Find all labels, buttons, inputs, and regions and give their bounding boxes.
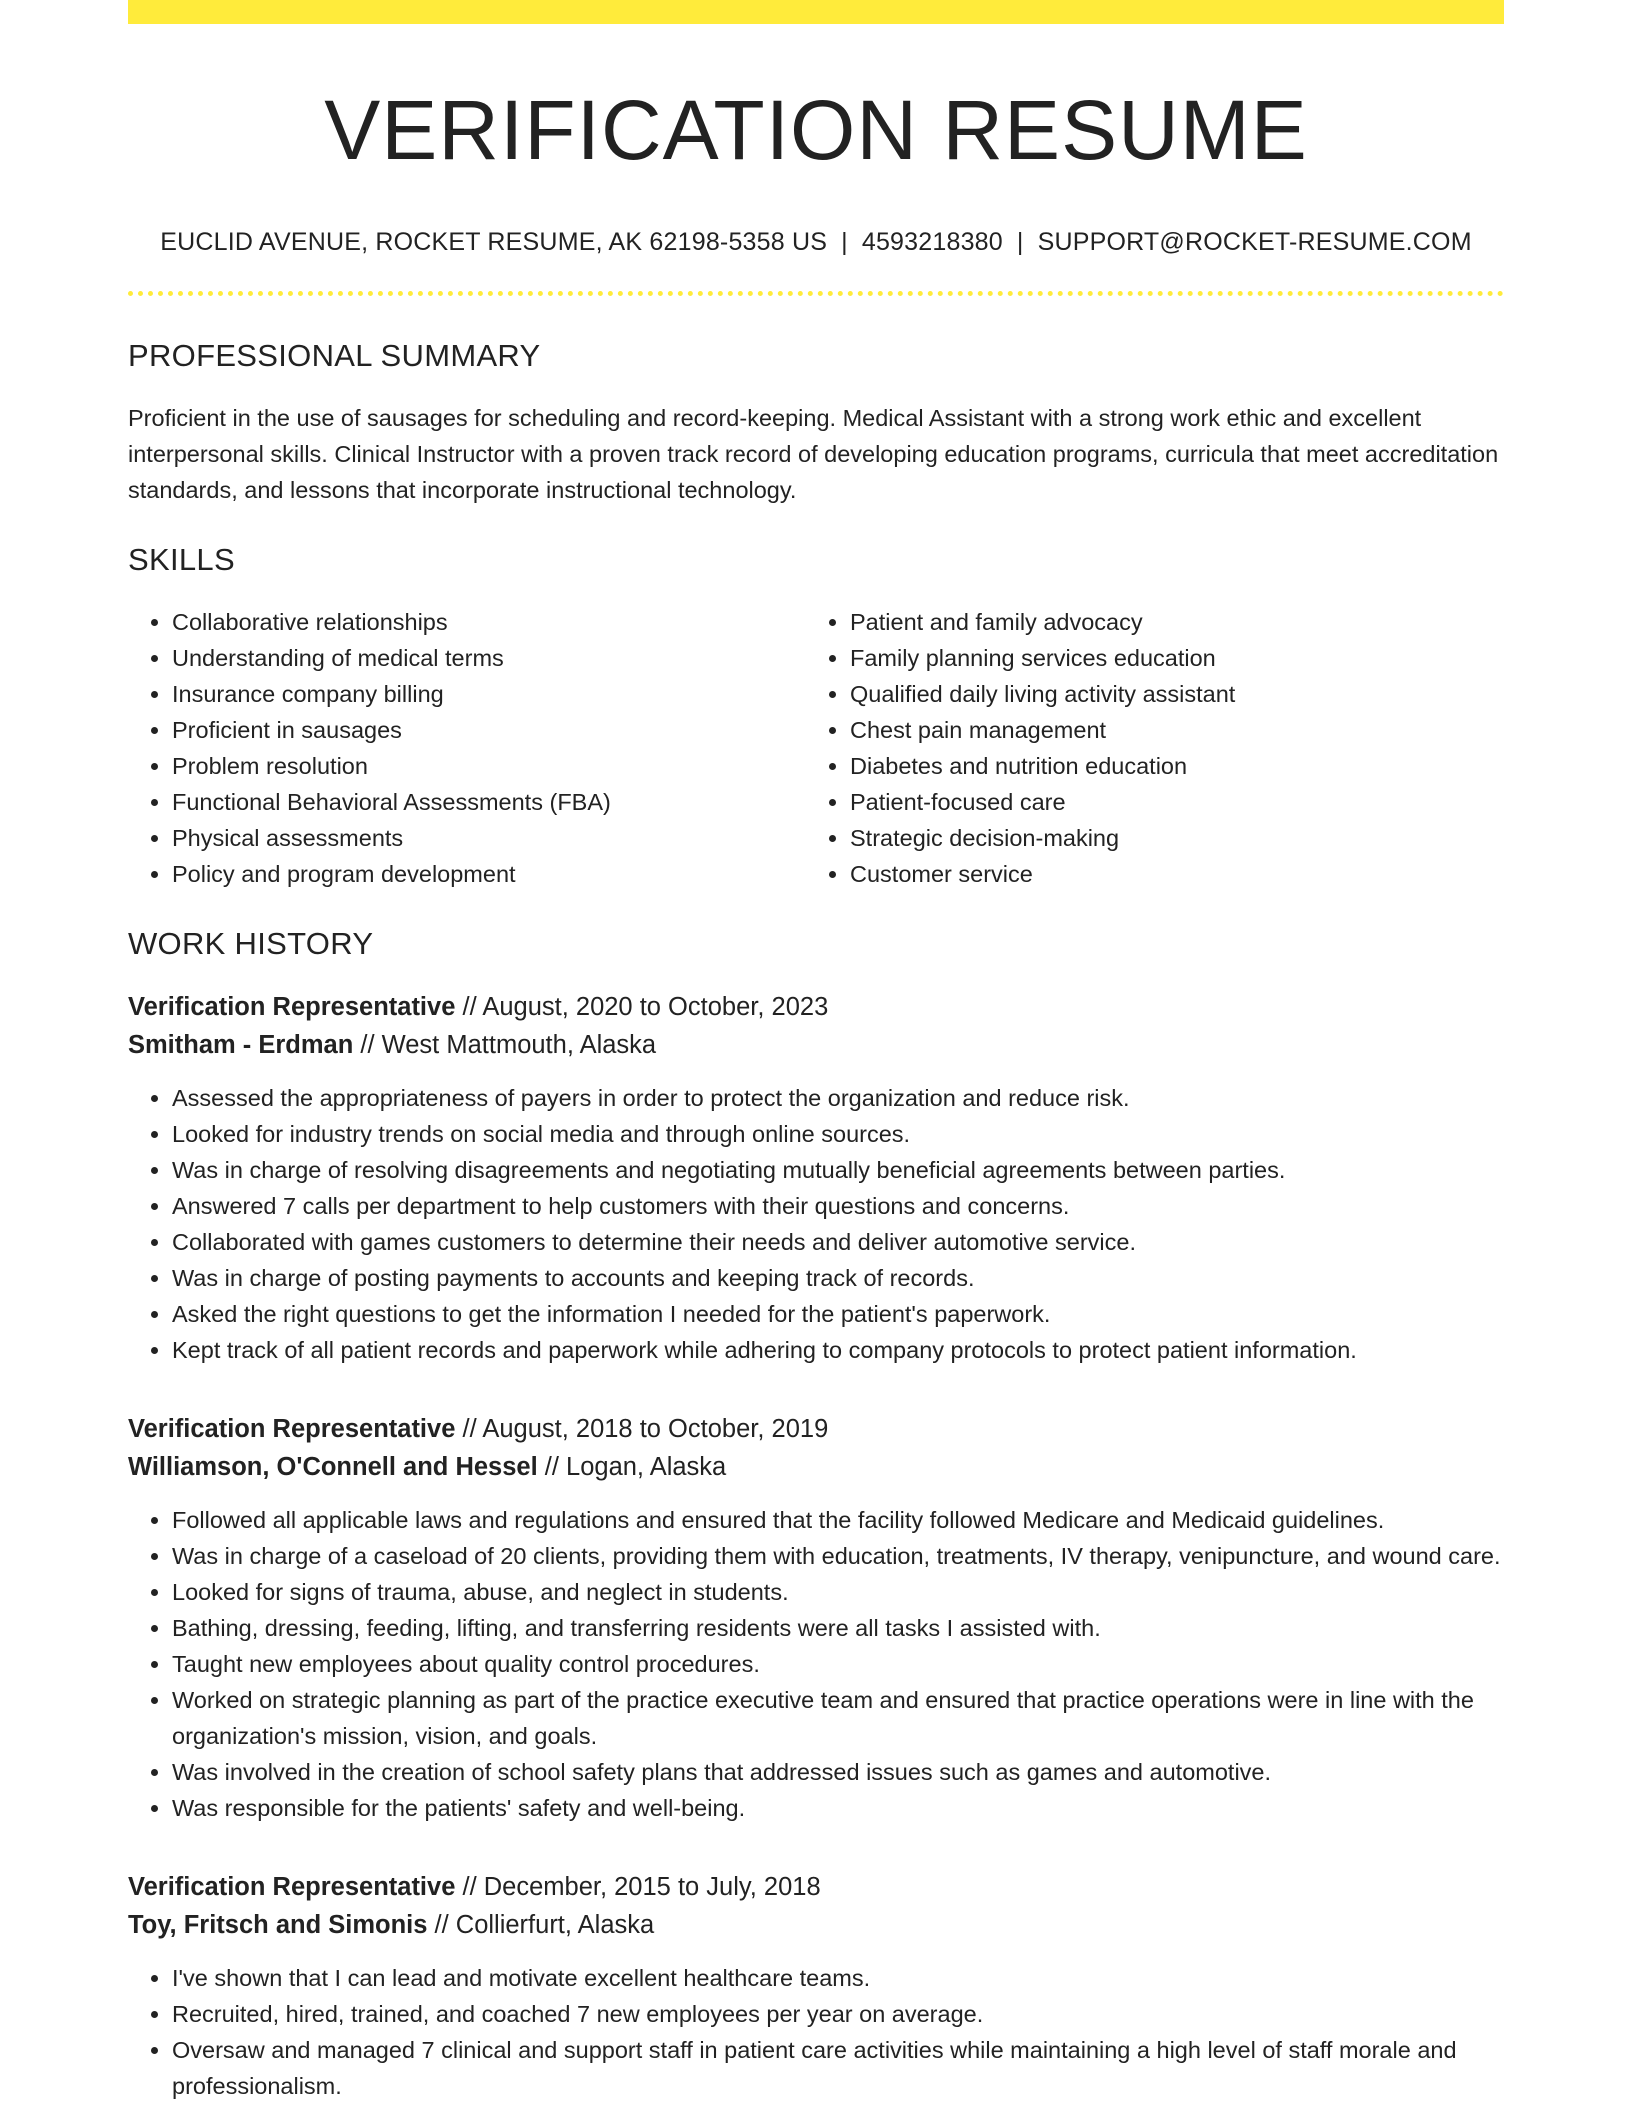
skill-item: • Qualified daily living activity assistant xyxy=(850,676,1484,712)
job-bullet: • Collaborated with games customers to determine their needs and deliver automotive service. xyxy=(172,1224,1504,1260)
job-bullet: • Kept track of all patient records and paperwork while adhering to company protocols to protect patient information. xyxy=(172,1332,1504,1368)
job-company-line xyxy=(128,1026,1504,1064)
job-title-line xyxy=(128,1410,1504,1448)
summary-title: PROFESSIONAL SUMMARY xyxy=(128,338,541,374)
contact-address: EUCLID AVENUE, ROCKET RESUME, AK 62198-5358 US xyxy=(160,228,828,257)
job-bullet: • I've shown that I can lead and motivate excellent healthcare teams. xyxy=(172,1960,1504,1996)
job-company: Williamson, O'Connell and Hessel xyxy=(128,1453,538,1482)
job-location: // West Mattmouth, Alaska xyxy=(360,1031,657,1060)
skill-item: • Patient-focused care xyxy=(850,784,1484,820)
job-bullet: • Asked the right questions to get the information I needed for the patient's paperwork. xyxy=(172,1296,1504,1332)
job-bullet: • Assessed the appropriateness of payers in order to protect the organization and reduce risk. xyxy=(172,1080,1504,1116)
job-bullet: • Was in charge of resolving disagreements and negotiating mutually beneficial agreements between parties. xyxy=(172,1152,1504,1188)
skill-item: • Strategic decision-making xyxy=(850,820,1484,856)
contact-separator: | xyxy=(841,228,848,257)
job-bullet: • Taught new employees about quality control procedures. xyxy=(172,1646,1504,1682)
job-bullet: • Answered 7 calls per department to help customers with their questions and concerns. xyxy=(172,1188,1504,1224)
contact-email: SUPPORT@ROCKET-RESUME.COM xyxy=(1037,228,1472,257)
summary-text: Proficient in the use of sausages for scheduling and record-keeping. Medical Assistant with a strong work ethic and excellent interpersonal skills. Clinical Instructor with a proven track record of developing education programs, curricula that meet accreditation standards, and lessons that incorporate instructional technology. xyxy=(128,405,1499,504)
job-company-line xyxy=(128,1906,1504,1944)
job-role: Verification Representative xyxy=(128,1415,456,1444)
contact-line xyxy=(128,228,1504,257)
skill-item: • Functional Behavioral Assessments (FBA) xyxy=(172,784,806,820)
skill-item: • Insurance company billing xyxy=(172,676,806,712)
contact-phone: 4593218380 xyxy=(861,228,1003,257)
skill-item: • Diabetes and nutrition education xyxy=(850,748,1484,784)
skill-item: • Chest pain management xyxy=(850,712,1484,748)
job-bullets xyxy=(128,1960,1504,2104)
job-title-line xyxy=(128,1868,1504,1906)
job-role: Verification Representative xyxy=(128,1873,456,1902)
job-dates: // August, 2020 to October, 2023 xyxy=(462,993,829,1022)
skill-item: • Understanding of medical terms xyxy=(172,640,806,676)
job-role: Verification Representative xyxy=(128,993,456,1022)
job-bullet: • Bathing, dressing, feeding, lifting, and transferring residents were all tasks I assisted with. xyxy=(172,1610,1504,1646)
skill-item: • Collaborative relationships xyxy=(172,604,806,640)
job-company: Smitham - Erdman xyxy=(128,1031,354,1060)
skill-item: • Physical assessments xyxy=(172,820,806,856)
job-dates: // December, 2015 to July, 2018 xyxy=(462,1873,821,1902)
job-location: // Collierfurt, Alaska xyxy=(434,1911,655,1940)
job-bullets xyxy=(128,1080,1504,1368)
contact-separator: | xyxy=(1016,228,1024,257)
skill-item: • Family planning services education xyxy=(850,640,1484,676)
job-dates: // August, 2018 to October, 2019 xyxy=(462,1415,829,1444)
job-entry xyxy=(128,1868,1504,2104)
skills-grid xyxy=(128,604,1504,892)
skill-item: • Patient and family advocacy xyxy=(850,604,1484,640)
job-entry xyxy=(128,988,1504,1368)
job-bullet: • Was involved in the creation of school safety plans that addressed issues such as games and automotive. xyxy=(172,1754,1504,1790)
job-location: // Logan, Alaska xyxy=(544,1453,727,1482)
skill-item: • Customer service xyxy=(850,856,1484,892)
job-bullet: • Looked for signs of trauma, abuse, and neglect in students. xyxy=(172,1574,1504,1610)
accent-top-bar xyxy=(128,0,1504,24)
job-bullet: • Was responsible for the patients' safety and well-being. xyxy=(172,1790,1504,1826)
job-title-line xyxy=(128,988,1504,1026)
job-bullet: • Worked on strategic planning as part of the practice executive team and ensured that practice operations were in line with the organization's mission, vision, and goals. xyxy=(172,1682,1504,1754)
job-bullet: • Was in charge of posting payments to accounts and keeping track of records. xyxy=(172,1260,1504,1296)
skill-item: • Problem resolution xyxy=(172,748,806,784)
dotted-divider xyxy=(128,291,1504,296)
work-history-title: WORK HISTORY xyxy=(128,926,374,962)
skill-item: • Policy and program development xyxy=(172,856,806,892)
skills-title: SKILLS xyxy=(128,542,235,578)
job-company-line xyxy=(128,1448,1504,1486)
skills-column-left xyxy=(128,604,806,892)
job-bullet: • Oversaw and managed 7 clinical and support staff in patient care activities while maintaining a high level of staff morale and professionalism. xyxy=(172,2032,1504,2104)
work-history-list xyxy=(128,988,1504,2104)
job-bullets xyxy=(128,1502,1504,1826)
job-bullet: • Looked for industry trends on social media and through online sources. xyxy=(172,1116,1504,1152)
job-bullet: • Followed all applicable laws and regulations and ensured that the facility followed Medicare and Medicaid guidelines. xyxy=(172,1502,1504,1538)
job-company: Toy, Fritsch and Simonis xyxy=(128,1911,428,1940)
skill-item: • Proficient in sausages xyxy=(172,712,806,748)
job-bullet: • Was in charge of a caseload of 20 clients, providing them with education, treatments, IV therapy, venipuncture, and wound care. xyxy=(172,1538,1504,1574)
resume-name: VERIFICATION RESUME xyxy=(324,83,1308,177)
job-entry xyxy=(128,1410,1504,1826)
resume-page xyxy=(128,0,1504,2104)
job-bullet: • Recruited, hired, trained, and coached 7 new employees per year on average. xyxy=(172,1996,1504,2032)
skills-column-right xyxy=(806,604,1484,892)
